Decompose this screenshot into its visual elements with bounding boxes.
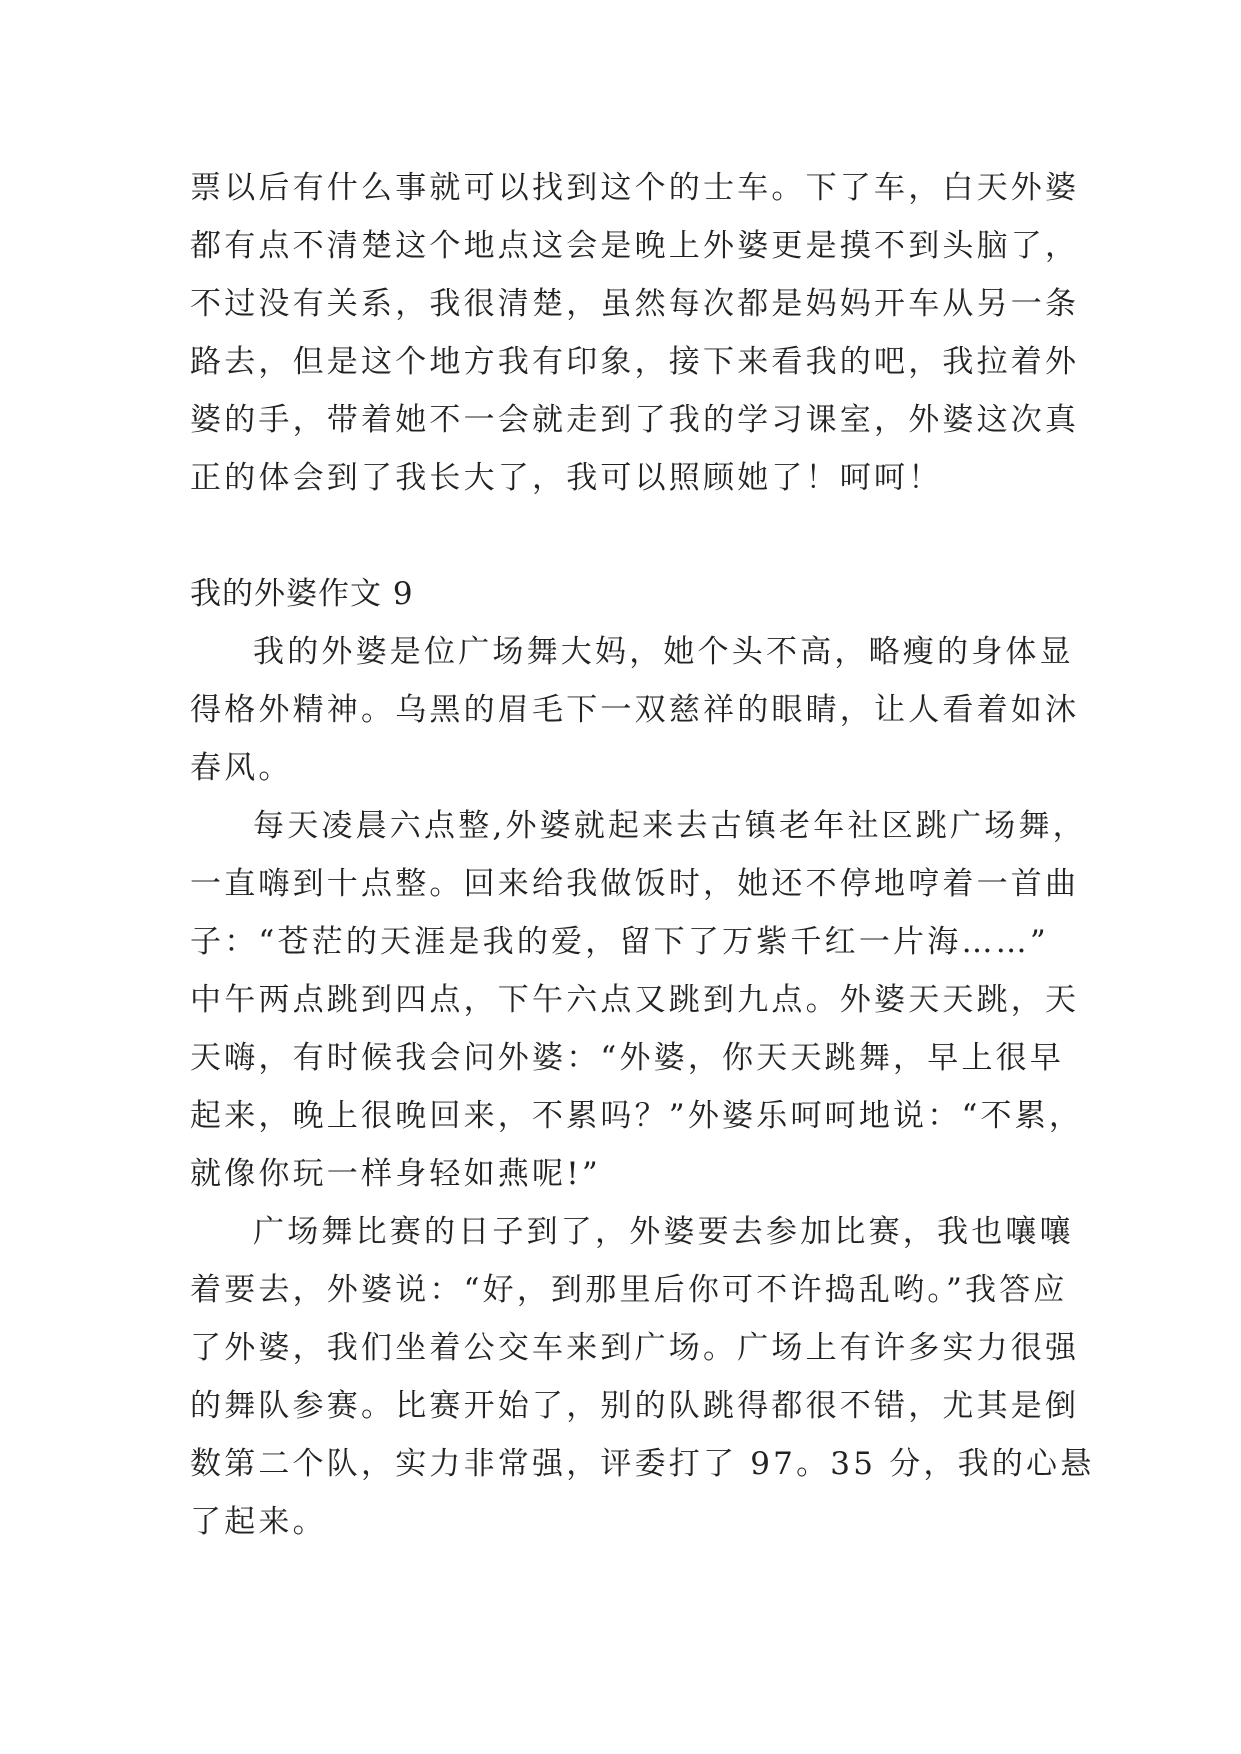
text-line: 我的外婆是位广场舞大妈，她个头不高，略瘦的身体显 xyxy=(253,634,1074,670)
text-line: 着要去，外婆说：“好，到那里后你可不许捣乱哟。”我答应 xyxy=(190,1272,1068,1308)
text-line: 春风。 xyxy=(190,750,293,786)
text-line: 了起来。 xyxy=(190,1504,327,1540)
text-line: 中午两点跳到四点，下午六点又跳到九点。外婆天天跳，天 xyxy=(190,982,1080,1018)
text-line: 子：“苍茫的天涯是我的爱，留下了万紫千红一片海……” xyxy=(190,924,1049,960)
text-line: 的舞队参赛。比赛开始了，别的队跳得都很不错，尤其是倒 xyxy=(190,1388,1080,1424)
text-line: 起来，晚上很晚回来，不累吗？”外婆乐呵呵地说：“不累， xyxy=(190,1098,1084,1134)
text-line: 每天凌晨六点整,外婆就起来去古镇老年社区跳广场舞， xyxy=(253,808,1087,844)
text-line: 不过没有关系，我很清楚，虽然每次都是妈妈开车从另一条 xyxy=(190,286,1080,322)
text-line: 都有点不清楚这个地点这会是晚上外婆更是摸不到头脑了， xyxy=(190,228,1080,264)
text-line: 路去，但是这个地方我有印象，接下来看我的吧，我拉着外 xyxy=(190,344,1080,380)
text-line: 数第二个队，实力非常强，评委打了 97。35 分，我的心悬 xyxy=(190,1446,1095,1482)
text-line: 正的体会到了我长大了，我可以照顾她了！呵呵！ xyxy=(190,460,943,496)
text-line: 票以后有什么事就可以找到这个的士车。下了车，白天外婆 xyxy=(190,170,1080,206)
text-line: 得格外精神。乌黑的眉毛下一双慈祥的眼睛，让人看着如沐 xyxy=(190,692,1080,728)
text-line: 就像你玩一样身轻如燕呢!” xyxy=(190,1156,601,1192)
text-line: 婆的手，带着她不一会就走到了我的学习课室，外婆这次真 xyxy=(190,402,1080,438)
section-heading: 我的外婆作文 9 xyxy=(190,576,414,612)
text-line: 天嗨，有时候我会问外婆：“外婆，你天天跳舞，早上很早 xyxy=(190,1040,1065,1076)
text-line: 了外婆，我们坐着公交车来到广场。广场上有许多实力很强 xyxy=(190,1330,1080,1366)
text-line: 一直嗨到十点整。回来给我做饭时，她还不停地哼着一首曲 xyxy=(190,866,1080,902)
text-line: 广场舞比赛的日子到了，外婆要去参加比赛，我也嚷嚷 xyxy=(253,1214,1074,1250)
